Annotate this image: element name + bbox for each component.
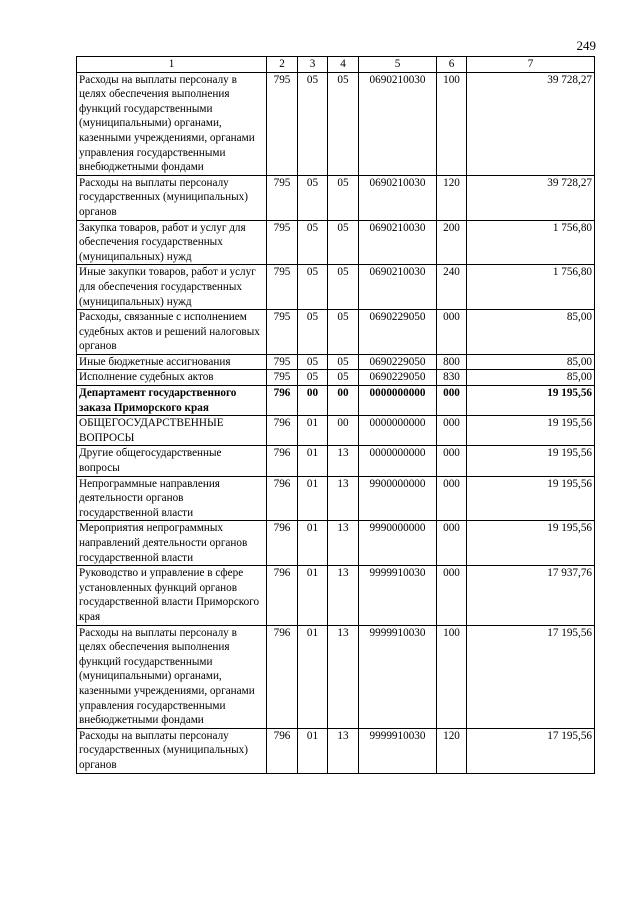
row-code-section: 05 — [298, 310, 328, 355]
row-code-expense-type: 120 — [437, 728, 467, 773]
table-row — [77, 476, 595, 521]
table-row — [77, 220, 595, 265]
row-code-target: 9990000000 — [359, 521, 437, 566]
row-code-subsection: 05 — [328, 310, 359, 355]
row-code-ministry: 796 — [267, 446, 298, 476]
row-name: Иные закупки товаров, работ и услуг для обеспечения государственных (муниципальных) нужд — [77, 265, 267, 310]
table-row — [77, 566, 595, 625]
row-code-target: 0000000000 — [359, 386, 437, 416]
row-amount: 19 195,56 — [467, 386, 595, 416]
row-amount: 17 195,56 — [467, 728, 595, 773]
row-amount: 85,00 — [467, 310, 595, 355]
row-code-section: 05 — [298, 265, 328, 310]
row-code-target: 0690210030 — [359, 220, 437, 265]
row-code-expense-type: 100 — [437, 72, 467, 175]
row-code-subsection: 05 — [328, 175, 359, 220]
row-code-section: 05 — [298, 370, 328, 386]
column-header: 2 — [267, 57, 298, 73]
row-code-expense-type: 000 — [437, 416, 467, 446]
row-code-expense-type: 000 — [437, 476, 467, 521]
row-code-target: 9999910030 — [359, 625, 437, 728]
column-header: 4 — [328, 57, 359, 73]
column-header: 5 — [359, 57, 437, 73]
table-row — [77, 370, 595, 386]
row-code-target: 9999910030 — [359, 728, 437, 773]
column-header: 1 — [77, 57, 267, 73]
row-name: Расходы, связанные с исполнением судебных актов и решений налоговых органов — [77, 310, 267, 355]
row-code-target: 0690210030 — [359, 175, 437, 220]
row-code-subsection: 00 — [328, 416, 359, 446]
row-code-ministry: 796 — [267, 476, 298, 521]
column-header: 7 — [467, 57, 595, 73]
row-code-subsection: 05 — [328, 354, 359, 370]
row-name: Мероприятия непрограммных направлений деятельности органов государственной власти — [77, 521, 267, 566]
table-row — [77, 416, 595, 446]
row-name: Расходы на выплаты персоналу государственных (муниципальных) органов — [77, 728, 267, 773]
column-header: 6 — [437, 57, 467, 73]
table-row — [77, 521, 595, 566]
table-row — [77, 625, 595, 728]
row-code-ministry: 796 — [267, 625, 298, 728]
row-code-subsection: 13 — [328, 476, 359, 521]
row-code-expense-type: 830 — [437, 370, 467, 386]
row-code-ministry: 796 — [267, 728, 298, 773]
table-row — [77, 386, 595, 416]
table-row — [77, 728, 595, 773]
row-code-expense-type: 200 — [437, 220, 467, 265]
row-code-ministry: 795 — [267, 265, 298, 310]
row-name: Расходы на выплаты персоналу в целях обеспечения выполнения функций государственными (муниципальными) органами, казенными учреждениями, органами управления государственными внебюджетными фондами — [77, 625, 267, 728]
row-amount: 19 195,56 — [467, 521, 595, 566]
row-code-section: 01 — [298, 476, 328, 521]
row-code-expense-type: 000 — [437, 446, 467, 476]
row-amount: 19 195,56 — [467, 446, 595, 476]
row-code-section: 01 — [298, 625, 328, 728]
table-row — [77, 265, 595, 310]
row-code-section: 01 — [298, 728, 328, 773]
row-code-section: 05 — [298, 175, 328, 220]
row-code-section: 01 — [298, 416, 328, 446]
row-amount: 39 728,27 — [467, 72, 595, 175]
row-code-target: 0690229050 — [359, 354, 437, 370]
row-name: Расходы на выплаты персоналу государственных (муниципальных) органов — [77, 175, 267, 220]
row-code-target: 0690210030 — [359, 265, 437, 310]
row-code-ministry: 795 — [267, 72, 298, 175]
row-code-expense-type: 100 — [437, 625, 467, 728]
row-name: Расходы на выплаты персоналу в целях обеспечения выполнения функций государственными (муниципальными) органами, казенными учреждениями, органами управления государственными внебюджетными фондами — [77, 72, 267, 175]
page-number: 249 — [576, 38, 596, 53]
row-code-subsection: 13 — [328, 566, 359, 625]
row-code-subsection: 05 — [328, 72, 359, 175]
table-body — [77, 72, 595, 773]
row-code-expense-type: 120 — [437, 175, 467, 220]
column-header: 3 — [298, 57, 328, 73]
table-row — [77, 354, 595, 370]
row-code-target: 0690229050 — [359, 370, 437, 386]
row-code-section: 01 — [298, 566, 328, 625]
table-row — [77, 446, 595, 476]
row-code-ministry: 796 — [267, 521, 298, 566]
row-amount: 17 937,76 — [467, 566, 595, 625]
row-name: Закупка товаров, работ и услуг для обеспечения государственных (муниципальных) нужд — [77, 220, 267, 265]
row-code-ministry: 795 — [267, 175, 298, 220]
row-code-ministry: 796 — [267, 416, 298, 446]
table-row — [77, 175, 595, 220]
row-amount: 1 756,80 — [467, 220, 595, 265]
row-name: Другие общегосударственные вопросы — [77, 446, 267, 476]
table-row — [77, 310, 595, 355]
row-code-subsection: 05 — [328, 265, 359, 310]
row-code-expense-type: 000 — [437, 386, 467, 416]
row-code-subsection: 13 — [328, 521, 359, 566]
row-name: Руководство и управление в сфере установленных функций органов государственной власти Приморского края — [77, 566, 267, 625]
row-code-subsection: 13 — [328, 625, 359, 728]
row-code-subsection: 13 — [328, 446, 359, 476]
row-code-section: 01 — [298, 521, 328, 566]
row-name: Исполнение судебных актов — [77, 370, 267, 386]
table-row — [77, 72, 595, 175]
row-code-ministry: 796 — [267, 566, 298, 625]
row-name: Департамент государственного заказа Приморского края — [77, 386, 267, 416]
row-code-target: 0690210030 — [359, 72, 437, 175]
row-code-target: 0000000000 — [359, 416, 437, 446]
row-code-target: 0690229050 — [359, 310, 437, 355]
row-name: Иные бюджетные ассигнования — [77, 354, 267, 370]
row-code-expense-type: 000 — [437, 521, 467, 566]
row-code-expense-type: 240 — [437, 265, 467, 310]
row-code-ministry: 795 — [267, 220, 298, 265]
row-amount: 17 195,56 — [467, 625, 595, 728]
row-code-section: 05 — [298, 354, 328, 370]
row-code-ministry: 795 — [267, 370, 298, 386]
header-row — [77, 57, 595, 73]
row-amount: 1 756,80 — [467, 265, 595, 310]
budget-table — [76, 56, 595, 774]
row-code-section: 00 — [298, 386, 328, 416]
row-code-target: 9900000000 — [359, 476, 437, 521]
row-code-section: 05 — [298, 220, 328, 265]
row-code-subsection: 00 — [328, 386, 359, 416]
row-code-subsection: 05 — [328, 370, 359, 386]
row-amount: 19 195,56 — [467, 416, 595, 446]
row-code-ministry: 796 — [267, 386, 298, 416]
row-amount: 85,00 — [467, 370, 595, 386]
row-code-subsection: 05 — [328, 220, 359, 265]
row-code-target: 0000000000 — [359, 446, 437, 476]
row-code-target: 9999910030 — [359, 566, 437, 625]
row-code-expense-type: 000 — [437, 566, 467, 625]
row-code-section: 01 — [298, 446, 328, 476]
row-amount: 19 195,56 — [467, 476, 595, 521]
row-code-expense-type: 800 — [437, 354, 467, 370]
row-code-expense-type: 000 — [437, 310, 467, 355]
row-name: ОБЩЕГОСУДАРСТВЕННЫЕ ВОПРОСЫ — [77, 416, 267, 446]
row-code-subsection: 13 — [328, 728, 359, 773]
row-code-section: 05 — [298, 72, 328, 175]
row-code-ministry: 795 — [267, 354, 298, 370]
row-amount: 85,00 — [467, 354, 595, 370]
row-name: Непрограммные направления деятельности органов государственной власти — [77, 476, 267, 521]
row-code-ministry: 795 — [267, 310, 298, 355]
row-amount: 39 728,27 — [467, 175, 595, 220]
